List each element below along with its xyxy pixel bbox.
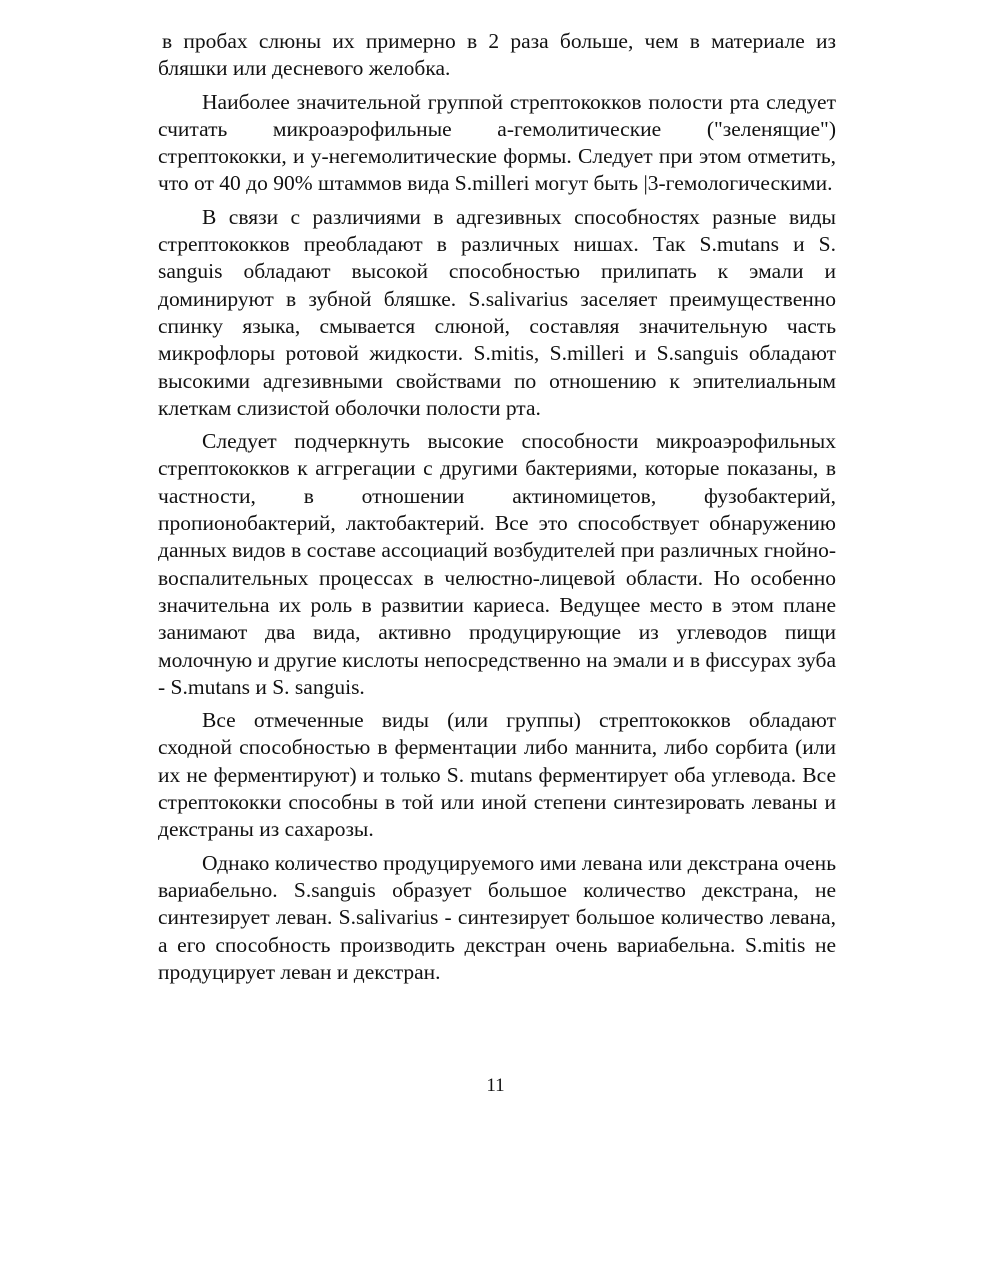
paragraph-6: Однако количество продуцируемого ими левана или декстрана очень вариабельно. S.sanguis образует большое количество декстрана, не синтезирует леван. S.salivarius - синтезирует большое количество левана, а его способность производить декстран очень вариабельна. S.mitis не продуцирует леван и декстран. — [158, 850, 836, 984]
page-number: 11 — [486, 1075, 505, 1096]
paragraph-1: в пробах слюны их примерно в 2 раза больше, чем в материале из бляшки или десневого желобка. — [158, 29, 836, 81]
paragraph-4: Следует подчеркнуть высокие способности микроаэрофильных стрептококков к аггрегации с другими бактериями, которые показаны, в частности, в отношении актиномицетов, фузобактерий, пропионобактерий, лактобактерий. Все это способствует обнаружению данных видов в составе ассоциаций возбудителей при различных гнойно-воспалительных процессах в челюстно-лицевой области. Но особенно значительна их роль в развитии кариеса. Ведущее место в этом плане занимают два вида, активно продуцирующие из углеводов пищи молочную и другие кислоты непосредственно на эмали и в фиссурах зуба - S.mutans и S. sanguis. — [158, 429, 836, 699]
paragraph-5: Все отмеченные виды (или группы) стрептококков обладают сходной способностью в ферментации либо маннита, либо сорбита (или их не ферментируют) и только S. mutans ферментирует оба углевода. Все стрептококки способны в той или иной степени синтезировать леваны и декстраны из сахарозы. — [158, 708, 836, 842]
paragraph-3: В связи с различиями в адгезивных способностях разные виды стрептококков преобладают в различных нишах. Так S.mutans и S. sanguis обладают высокой способностью прилипать к эмали и доминируют в зубной бляшке. S.salivarius заселяет преимущественно спинку языка, смывается слюной, составляя значительную часть микрофлоры ротовой жидкости. S.mitis, S.milleri и S.sanguis обладают высокими адгезивными свойствами по отношению к эпителиальным клеткам слизистой оболочки полости рта. — [158, 204, 836, 420]
paragraph-2: Наиболее значительной группой стрептококков полости рта следует считать микроаэрофильные а-гемолитические ("зеленящие") стрептококки, и у-негемолитические формы. Следует при этом отметить, что от 40 до 90% штаммов вида S.milleri могут быть |3-гемологическими. — [158, 89, 836, 196]
page-body — [158, 28, 836, 992]
